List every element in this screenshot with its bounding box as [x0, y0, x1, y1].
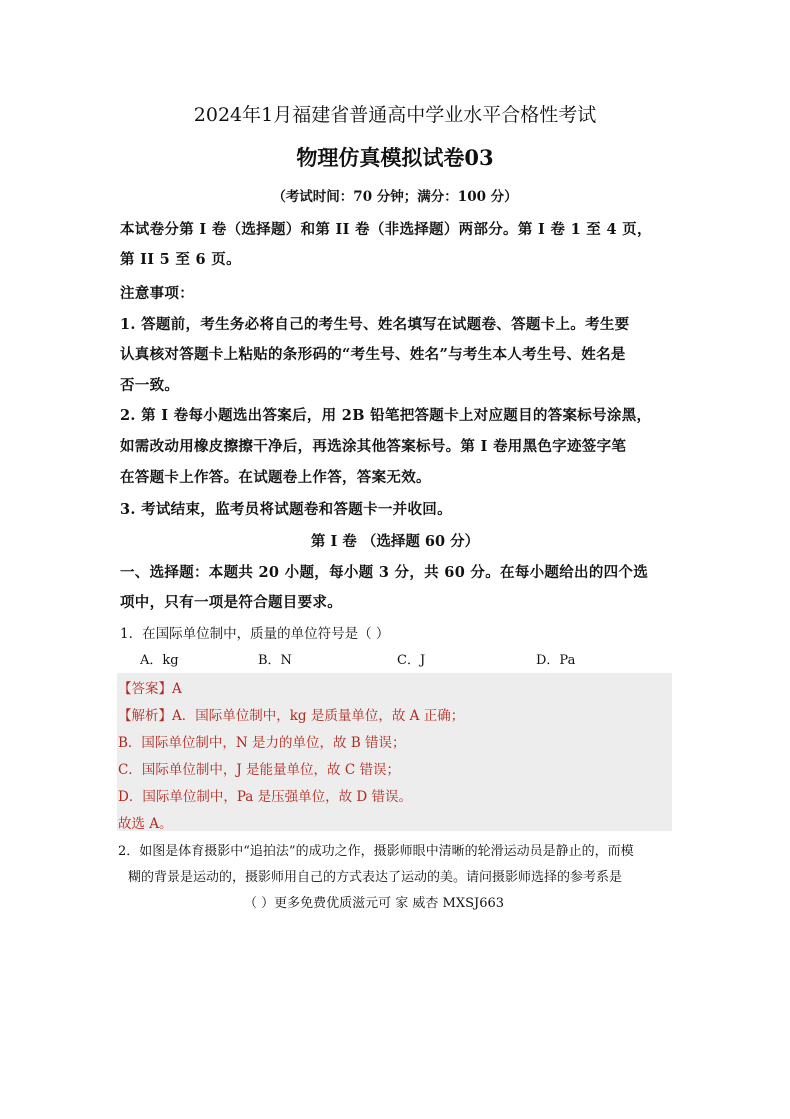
question-1-option-d: D．Pa — [536, 653, 576, 668]
section-instruction-line-1: 一、选择题：本题共 20 小题，每小题 3 分，共 60 分。在每小题给出的四个选 — [120, 564, 649, 581]
question-2-line-1: 2．如图是体育摄影中“追拍法”的成功之作，摄影师眼中清晰的轮滑运动员是静止的，而模 — [118, 844, 634, 859]
page-title: 2024年1月福建省普通高中学业水平合格性考试 — [193, 104, 597, 126]
intro-line-2: 第 II 5 至 6 页。 — [120, 251, 241, 268]
note-1-line-1: 1. 答题前，考生务必将自己的考生号、姓名填写在试题卷、答题卡上。考生要 — [120, 316, 630, 333]
question-1-option-b: B．N — [258, 653, 292, 668]
question-2-line-2: 糊的背景是运动的，摄影师用自己的方式表达了运动的美。请问摄影师选择的参考系是 — [128, 870, 623, 885]
question-1-option-c: C．J — [397, 653, 426, 668]
intro-line-1: 本试卷分第 I 卷（选择题）和第 II 卷（非选择题）两部分。第 I 卷 1 至 4 页， — [120, 221, 652, 238]
section-instruction-line-2: 项中，只有一项是符合题目要求。 — [120, 594, 342, 611]
note-3: 3. 考试结束，监考员将试题卷和答题卡一并收回。 — [120, 501, 452, 518]
analysis-conclusion: 故选 A。 — [118, 816, 173, 832]
analysis-line-3: C．国际单位制中，J 是能量单位，故 C 错误； — [118, 762, 400, 778]
note-2-line-1: 2. 第 I 卷每小题选出答案后，用 2B 铅笔把答题卡上对应题目的答案标号涂黑， — [120, 407, 652, 424]
analysis-line-1: 【解析】A．国际单位制中，kg 是质量单位，故 A 正确； — [118, 708, 465, 724]
note-1-line-2: 认真核对答题卡上粘贴的条形码的“考生号、姓名”与考生本人考生号、姓名是 — [120, 346, 626, 363]
answer-block — [117, 673, 672, 831]
question-1-option-a: A．kg — [140, 653, 179, 668]
note-1-line-3: 否一致。 — [120, 377, 180, 394]
exam-info: （考试时间：70 分钟；满分：100 分） — [272, 189, 518, 205]
paper-subtitle: 物理仿真模拟试卷03 — [296, 145, 494, 170]
section-title: 第 I 卷 （选择题 60 分） — [310, 533, 480, 550]
analysis-line-4: D．国际单位制中，Pa 是压强单位，故 D 错误。 — [118, 789, 413, 805]
note-2-line-3: 在答题卡上作答。在试题卷上作答，答案无效。 — [120, 469, 431, 486]
analysis-line-2: B．国际单位制中，N 是力的单位，故 B 错误； — [118, 735, 406, 751]
answer-line: 【答案】A — [118, 681, 182, 697]
question-2-line-3: （ ）更多免费优质滋元可 家 威杏 MXSJ663 — [244, 896, 505, 911]
notes-heading: 注意事项： — [120, 285, 194, 302]
question-1-stem: 1．在国际单位制中，质量的单位符号是（ ） — [120, 626, 390, 642]
note-2-line-2: 如需改动用橡皮擦擦干净后，再选涂其他答案标号。第 I 卷用黑色字迹签字笔 — [120, 438, 627, 455]
